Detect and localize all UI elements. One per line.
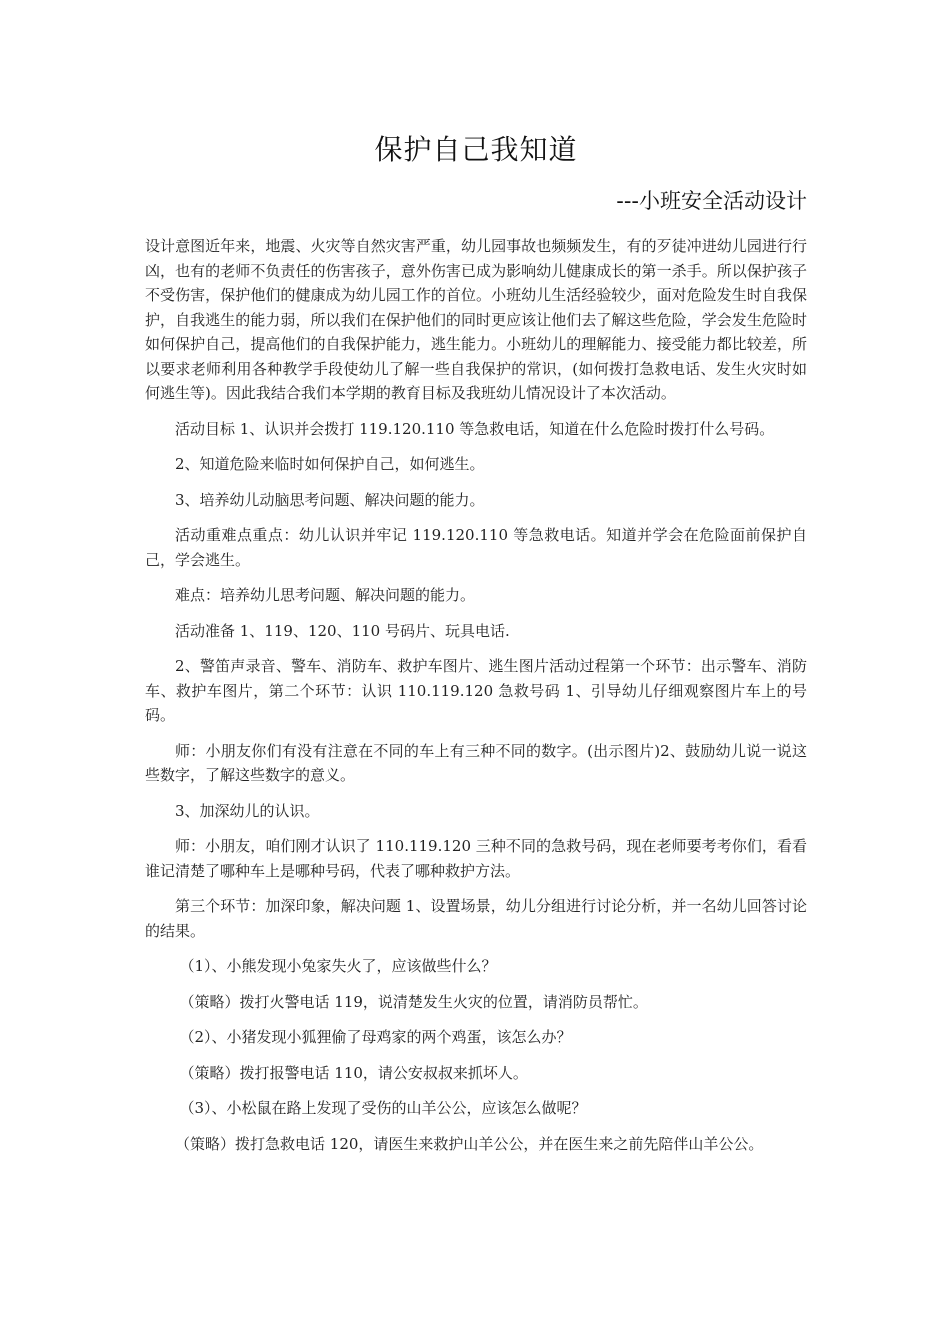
paragraph-goal-3: 3、培养幼儿动脑思考问题、解决问题的能力。 <box>175 490 485 509</box>
paragraph-deepen: 3、加深幼儿的认识。 <box>175 801 320 820</box>
paragraph-third-stage: 第三个环节：加深印象，解决问题 1、设置场景，幼儿分组进行讨论分析，并一名幼儿回答讨论的结果。 <box>145 897 807 940</box>
paragraph-design-intent: 设计意图近年来，地震、火灾等自然灾害严重，幼儿园事故也频频发生，有的歹徒冲进幼儿园进行行凶，也有的老师不负责任的伤害孩子，意外伤害已成为影响幼儿健康成长的第一杀手。所以保护孩子不受伤害，保护他们的健康成为幼儿园工作的首位。小班幼儿生活经验较少，面对危险发生时自我保护，自我逃生的能力弱，所以我们在保护他们的同时更应该让他们去了解这些危险，学会发生危险时如何保护自己，提高他们的自我保护能力，逃生能力。小班幼儿的理解能力、接受能力都比较差，所以要求老师利用各种教学手段使幼儿了解一些自我保护的常识，(如何拨打急救电话、发生火灾时如何逃生等)。因此我结合我们本学期的教育目标及我班幼儿情况设计了本次活动。 <box>145 237 807 402</box>
paragraph-scenario-1: （1）、小熊发现小兔家失火了，应该做些什么？ <box>179 957 497 975</box>
paragraph-teacher-2: 师：小朋友，咱们刚才认识了 110.119.120 三种不同的急救号码，现在老师要考考你们，看看谁记清楚了哪种车上是哪种号码，代表了哪种救护方法。 <box>145 837 807 880</box>
paragraph-preparation-2: 2、警笛声录音、警车、消防车、救护车图片、逃生图片活动过程第一个环节：出示警车、消防车、救护车图片，第二个环节：认识 110.119.120 急救号码 1、引导幼儿仔细观察图片车上的号码。 <box>145 657 807 724</box>
paragraph-goal-2: 2、知道危险来临时如何保护自己，如何逃生。 <box>175 455 485 473</box>
paragraph-strategy-2: （策略）拨打报警电话 110，请公安叔叔来抓坏人。 <box>179 1063 528 1082</box>
paragraph-preparation-1: 活动准备 1、119、120、110 号码片、玩具电话. <box>175 621 510 640</box>
document-title: 保护自己我知道 <box>374 133 578 166</box>
paragraph-key-points: 活动重难点重点：幼儿认识并牢记 119.120.110 等急救电话。知道并学会在危险面前保护自己，学会逃生。 <box>145 526 807 569</box>
document-page <box>145 130 807 1167</box>
paragraph-scenario-3: （3）、小松鼠在路上发现了受伤的山羊公公，应该怎么做呢？ <box>179 1099 587 1117</box>
document-subtitle: ---小班安全活动设计 <box>616 189 807 213</box>
paragraph-difficulty: 难点：培养幼儿思考问题、解决问题的能力。 <box>175 586 476 604</box>
paragraph-strategy-3: （策略）拨打急救电话 120，请医生来救护山羊公公，并在医生来之前先陪伴山羊公公。 <box>175 1134 764 1153</box>
paragraph-scenario-2: （2）、小猪发现小狐狸偷了母鸡家的两个鸡蛋，该怎么办？ <box>179 1028 572 1046</box>
paragraph-strategy-1: （策略）拨打火警电话 119，说清楚发生火灾的位置，请消防员帮忙。 <box>179 992 648 1011</box>
paragraph-goal-1: 活动目标 1、认识并会拨打 119.120.110 等急救电话，知道在什么危险时拨打什么号码。 <box>175 419 775 438</box>
paragraph-teacher-1: 师：小朋友你们有没有注意在不同的车上有三种不同的数字。(出示图片)2、鼓励幼儿说一说这些数字，了解这些数字的意义。 <box>145 741 807 784</box>
